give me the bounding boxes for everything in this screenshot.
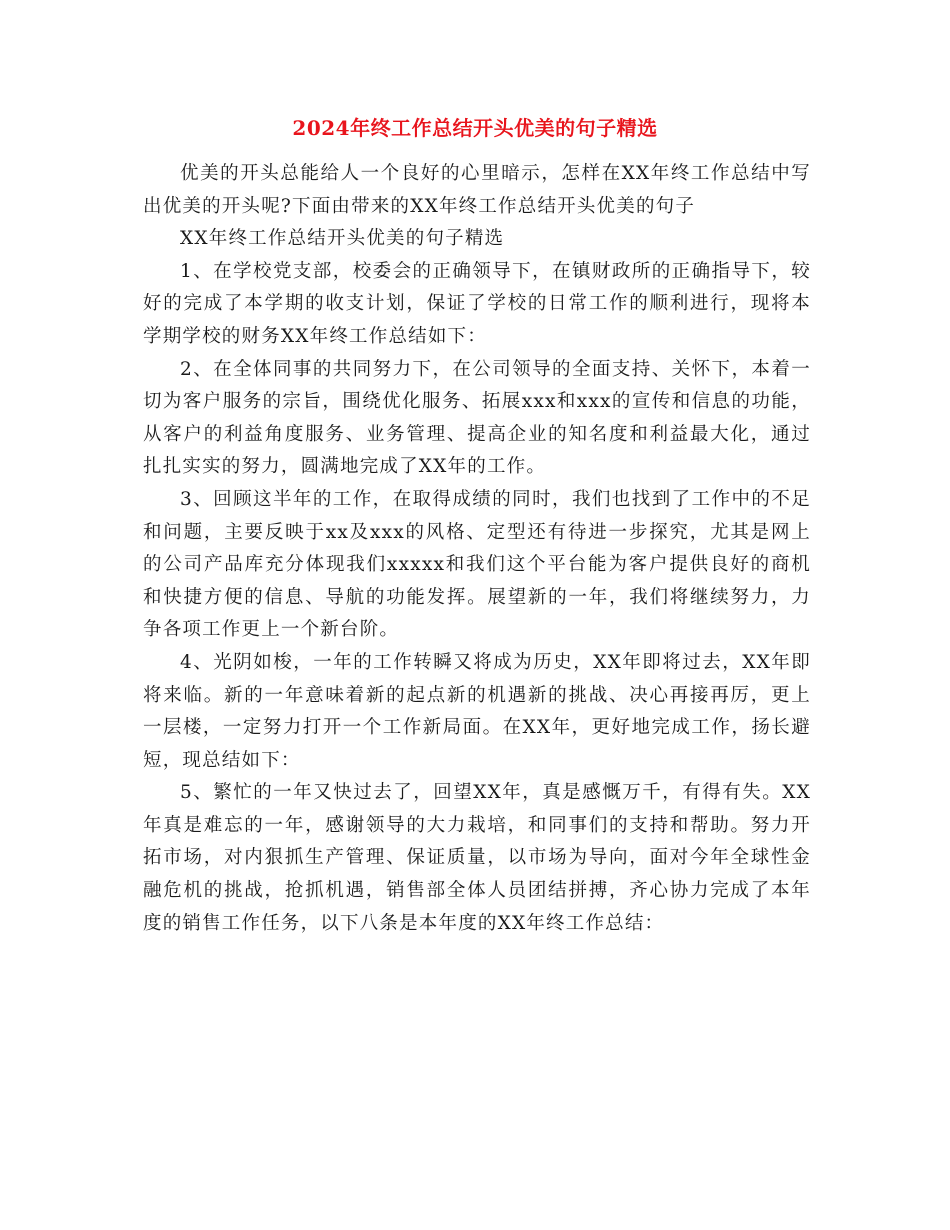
paragraph-3: 3、回顾这半年的工作，在取得成绩的同时，我们也找到了工作中的不足和问题，主要反映于xx及xxx的风格、定型还有待进一步探究，尤其是网上的公司产品库充分体现我们xxxxx和我们这个平台能为客户提供良好的商机和快捷方便的信息、导航的功能发挥。展望新的一年，我们将继续努力，力争各项工作更上一个新台阶。 bbox=[143, 488, 811, 641]
document-body bbox=[143, 158, 811, 940]
document-title: 2024年终工作总结开头优美的句子精选 bbox=[292, 116, 658, 140]
paragraph-4: 4、光阴如梭，一年的工作转瞬又将成为历史，XX年即将过去，XX年即将来临。新的一年意味着新的起点新的机遇新的挑战、决心再接再厉，更上一层楼，一定努力打开一个工作新局面。在XX年，更好地完成工作，扬长避短，现总结如下： bbox=[143, 651, 811, 771]
intro-paragraph: 优美的开头总能给人一个良好的心里暗示，怎样在XX年终工作总结中写出优美的开头呢?下面由带来的XX年终工作总结开头优美的句子 bbox=[143, 163, 811, 217]
paragraph-1: 1、在学校党支部，校委会的正确领导下，在镇财政所的正确指导下，较好的完成了本学期的收支计划，保证了学校的日常工作的顺利进行，现将本学期学校的财务XX年终工作总结如下： bbox=[143, 260, 811, 347]
paragraph-5: 5、繁忙的一年又快过去了，回望XX年，真是感慨万千，有得有失。XX年真是难忘的一年，感谢领导的大力栽培，和同事们的支持和帮助。努力开拓市场，对内狠抓生产管理、保证质量，以市场为导向，面对今年全球性金融危机的挑战，抢抓机遇，销售部全体人员团结拼搏，齐心协力完成了本年度的销售工作任务，以下八条是本年度的XX年终工作总结： bbox=[143, 782, 811, 934]
section-heading: XX年终工作总结开头优美的句子精选 bbox=[180, 228, 505, 250]
paragraph-2: 2、在全体同事的共同努力下，在公司领导的全面支持、关怀下，本着一切为客户服务的宗旨，围绕优化服务、拓展xxx和xxx的宣传和信息的功能，从客户的利益角度服务、业务管理、提高企业的知名度和利益最大化，通过扎扎实实的努力，圆满地完成了XX年的工作。 bbox=[143, 358, 811, 478]
